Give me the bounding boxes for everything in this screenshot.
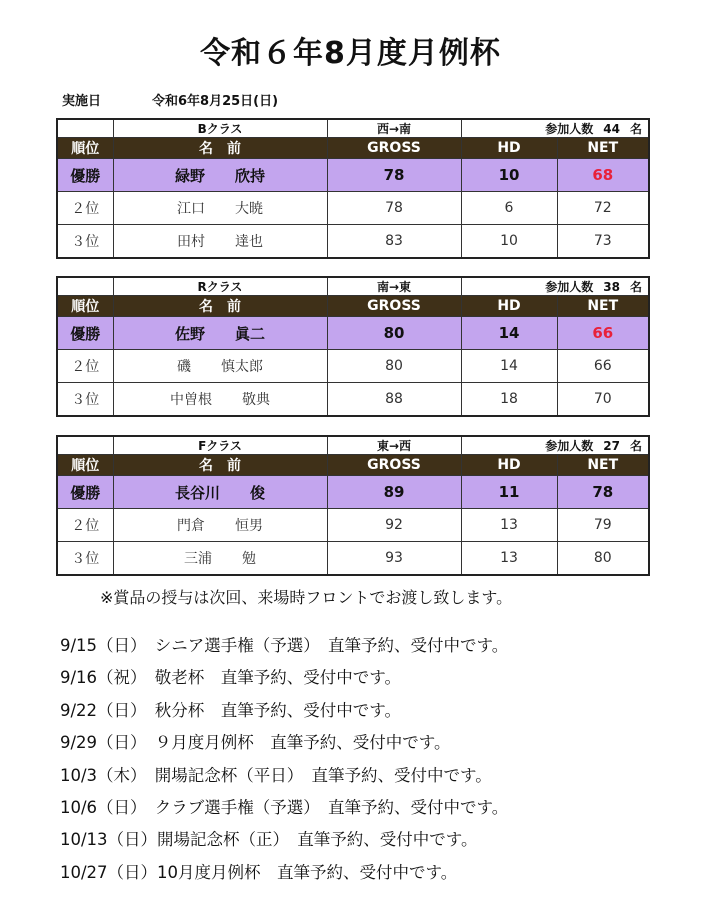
family-name: 緑野 [174,166,205,185]
table-header-row [57,296,649,317]
family-name: 佐野 [174,324,205,343]
date-label: 実施日 [62,94,102,109]
class-info-row [57,436,649,455]
header-name: 名 前 [113,455,327,476]
player-name [113,542,327,576]
player-name [113,476,327,509]
class-name: Bクラス [113,119,327,138]
participant-count-value: 27 [603,439,620,453]
gross-cell: 88 [327,383,461,417]
family-name: 田村 [177,234,205,250]
net-cell: 73 [557,225,649,259]
header-net: NET [557,138,649,159]
header-hd: HD [461,296,557,317]
family-name: 磯 [177,359,191,375]
net-cell: 70 [557,383,649,417]
header-gross: GROSS [327,138,461,159]
player-name [113,509,327,542]
hd-cell: 14 [461,317,557,350]
participant-count-label: 参加人数 [545,122,594,136]
given-name: 眞二 [235,324,266,343]
participant-count-unit: 名 [630,122,643,136]
header-name: 名 前 [113,138,327,159]
award-note: ※賞品の授与は次回、来場時フロントでお渡し致します。 [100,588,513,607]
table-header-row [57,455,649,476]
list-item: 9/15（日） シニア選手権（予選） 直筆予約、受付中です。 [60,636,509,655]
header-hd: HD [461,138,557,159]
table-row [57,383,649,417]
header-rank: 順位 [57,138,113,159]
participant-count-label: 参加人数 [545,439,594,453]
gross-cell: 93 [327,542,461,576]
class-result-table [56,276,650,417]
participant-count-unit: 名 [630,439,643,453]
list-item: 10/3（木） 開場記念杯（平日） 直筆予約、受付中です。 [60,765,492,785]
family-name: 江口 [177,201,205,217]
rank-cell: ３位 [57,225,113,259]
rank-cell: ２位 [57,350,113,383]
gross-cell: 83 [327,225,461,259]
given-name: 俊 [250,483,266,502]
table-row-winner [57,317,649,350]
given-name: 達也 [235,234,263,250]
family-name: 中曽根 [170,392,212,408]
player-name [113,159,327,192]
gross-cell: 92 [327,509,461,542]
header-hd: HD [461,455,557,476]
header-name: 名 前 [113,296,327,317]
player-name [113,317,327,350]
participant-count-value: 44 [603,122,620,136]
header-rank: 順位 [57,455,113,476]
gross-cell: 78 [327,159,461,192]
list-item: 9/22（日） 秋分杯 直筆予約、受付中です。 [60,700,401,720]
header-net: NET [557,455,649,476]
rank-cell: ３位 [57,383,113,417]
list-item: 10/6（日） クラブ選手権（予選） 直筆予約、受付中です。 [60,797,509,817]
gross-cell: 89 [327,476,461,509]
class-info-row [57,119,649,138]
player-name [113,225,327,259]
gross-cell: 78 [327,192,461,225]
given-name: 慎太郎 [221,359,263,375]
class-name: Fクラス [113,436,327,455]
class-name: Rクラス [113,277,327,296]
rank-cell: 優勝 [57,476,113,509]
given-name: 欣持 [235,166,266,185]
class-info-row [57,277,649,296]
net-cell: 79 [557,509,649,542]
header-gross: GROSS [327,296,461,317]
participant-count [461,277,649,296]
participant-count-label: 参加人数 [545,280,594,294]
player-name [113,192,327,225]
hd-cell: 10 [461,225,557,259]
net-cell: 66 [557,350,649,383]
header-net: NET [557,296,649,317]
rank-cell: 優勝 [57,159,113,192]
table-row [57,509,649,542]
table-header-row [57,138,649,159]
family-name: 長谷川 [174,483,220,502]
family-name: 三浦 [184,551,212,567]
event-date [62,90,278,109]
participant-count-value: 38 [603,280,620,294]
date-value: 令和6年8月25日(日) [152,94,279,109]
page-title: 令和６年8月度月例杯 [200,36,501,71]
course-route: 東→西 [327,436,461,455]
list-item: 9/16（祝） 敬老杯 直筆予約、受付中です。 [60,668,401,688]
list-item: 9/29（日） ９月度月例杯 直筆予約、受付中です。 [60,733,451,753]
table-row-winner [57,159,649,192]
hd-cell: 13 [461,509,557,542]
net-cell: 72 [557,192,649,225]
player-name [113,350,327,383]
course-route: 南→東 [327,277,461,296]
hd-cell: 6 [461,192,557,225]
header-gross: GROSS [327,455,461,476]
hd-cell: 14 [461,350,557,383]
net-cell: 68 [557,159,649,192]
class-result-table [56,118,650,259]
list-item: 10/27（日）10月度月例杯 直筆予約、受付中です。 [60,862,458,882]
rank-cell: ２位 [57,192,113,225]
participant-count [461,436,649,455]
participant-count-unit: 名 [630,280,643,294]
class-result-table [56,435,650,576]
rank-cell: 優勝 [57,317,113,350]
net-cell: 80 [557,542,649,576]
table-row [57,350,649,383]
rank-cell: ２位 [57,509,113,542]
hd-cell: 13 [461,542,557,576]
table-row [57,192,649,225]
given-name: 勉 [242,551,256,567]
given-name: 恒男 [235,518,263,534]
participant-count [461,119,649,138]
table-row [57,225,649,259]
rank-cell: ３位 [57,542,113,576]
list-item: 10/13（日）開場記念杯（正） 直筆予約、受付中です。 [60,830,478,850]
net-cell: 66 [557,317,649,350]
player-name [113,383,327,417]
given-name: 大暁 [235,201,263,217]
header-rank: 順位 [57,296,113,317]
hd-cell: 10 [461,159,557,192]
gross-cell: 80 [327,350,461,383]
upcoming-events-list [60,632,508,891]
net-cell: 78 [557,476,649,509]
course-route: 西→南 [327,119,461,138]
hd-cell: 11 [461,476,557,509]
hd-cell: 18 [461,383,557,417]
family-name: 門倉 [177,518,205,534]
given-name: 敬典 [242,392,270,408]
table-row [57,542,649,576]
gross-cell: 80 [327,317,461,350]
table-row-winner [57,476,649,509]
